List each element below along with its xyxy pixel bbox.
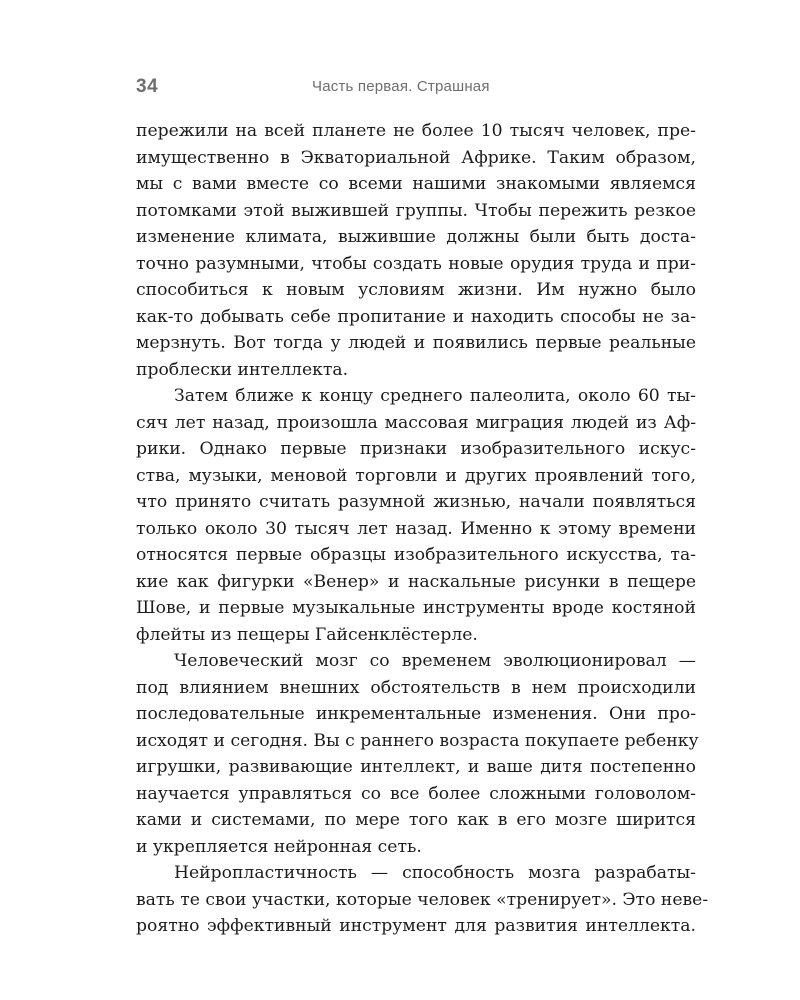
text-line: исходят и сегодня. Вы с раннего возраста покупаете ребенку	[136, 730, 699, 751]
text-line: последовательные инкрементальные изменения. Они про-	[136, 704, 696, 724]
text-line: и укрепляется нейронная сеть.	[136, 836, 422, 857]
page-header	[134, 76, 694, 102]
text-line: Нейропластичность — способность мозга разрабаты-	[174, 863, 696, 883]
text-line: как-то добывать себе пропитание и находить способы не за-	[136, 306, 696, 327]
text-line: сяч лет назад, произошла массовая миграция людей из Аф-	[136, 412, 696, 433]
text-line: роятно эффективный инструмент для развития интеллекта.	[136, 916, 696, 936]
paragraph-1	[136, 118, 696, 383]
text-line: Человеческий мозг со временем эволюционировал —	[174, 651, 696, 671]
text-line: игрушки, развивающие интеллект, и ваше дитя постепенно	[136, 757, 696, 777]
text-line: мерзнуть. Вот тогда у людей и появились первые реальные	[136, 333, 696, 353]
paragraph-2	[136, 383, 696, 648]
text-line: изменение климата, выжившие должны были быть доста-	[136, 227, 696, 247]
text-line: проблески интеллекта.	[136, 359, 349, 380]
text-line: научается управляться со все более сложными головолом-	[136, 783, 696, 804]
text-line: ками и системами, по мере того как в его мозге ширится	[136, 810, 696, 830]
text-line: рики. Однако первые признаки изобразительного искус-	[136, 439, 696, 459]
text-line: ства, музыки, меновой торговли и других проявлений того,	[136, 465, 696, 486]
text-line: Шове, и первые музыкальные инструменты вроде костяной	[136, 598, 696, 618]
text-line: способиться к новым условиям жизни. Им нужно было	[136, 280, 696, 300]
text-line: мы с вами вместе со всеми нашими знакомыми являемся	[136, 174, 696, 194]
text-line: флейты из пещеры Гайсенклёстерле.	[136, 624, 478, 645]
text-line: точно разумными, чтобы создать новые орудия труда и при-	[136, 253, 696, 274]
text-line: под влиянием внешних обстоятельств в нем происходили	[136, 677, 696, 698]
text-line: Затем ближе к концу среднего палеолита, около 60 ты-	[174, 386, 696, 406]
paragraph-3	[136, 648, 699, 860]
text-line: потомками этой выжившей группы. Чтобы пережить резкое	[136, 200, 696, 221]
text-line: относятся первые образцы изобразительного искусства, та-	[136, 545, 696, 565]
text-line: имущественно в Экваториальной Африке. Таким образом,	[136, 147, 696, 168]
paragraph-4	[136, 860, 709, 940]
running-head: Часть первая. Страшная	[312, 78, 490, 95]
text-line: вать те свои участки, которые человек «тренирует». Это неве-	[136, 889, 709, 910]
text-line: пережили на всей планете не более 10 тысяч человек, пре-	[136, 121, 696, 141]
text-line: что принято считать разумной жизнью, начали появляться	[136, 492, 696, 512]
text-line: кие как фигурки «Венер» и наскальные рисунки в пещере	[136, 571, 696, 592]
text-line: только около 30 тысяч лет назад. Именно к этому времени	[136, 518, 696, 539]
page-number: 34	[136, 76, 159, 97]
body-text	[136, 118, 709, 940]
